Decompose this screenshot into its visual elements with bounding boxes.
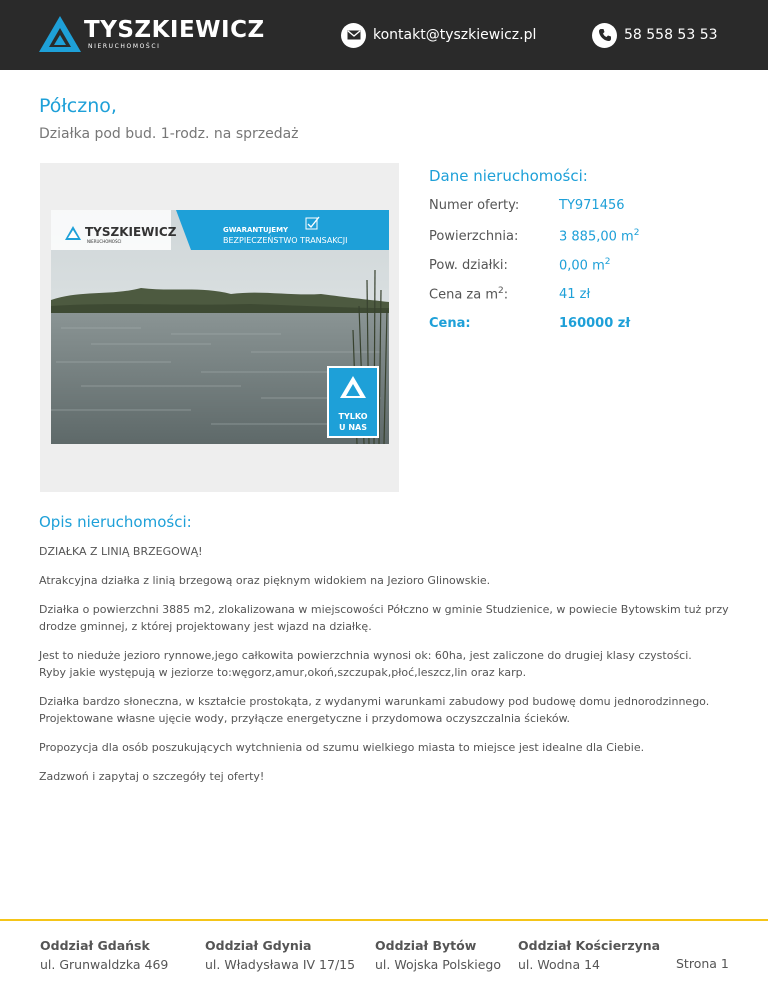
property-photo[interactable] <box>51 210 389 444</box>
description-paragraph: DZIAŁKA Z LINIĄ BRZEGOWĄ! <box>39 545 203 558</box>
description-paragraph: Zadzwoń i zapytaj o szczegóły tej oferty! <box>39 770 265 783</box>
detail-row-plot-area <box>429 257 610 273</box>
office-name: Oddział Gdańsk <box>40 938 150 953</box>
detail-value: 41 zł <box>559 287 591 303</box>
office-address: ul. Władysława IV 17/15 <box>205 957 356 972</box>
details-heading: Dane nieruchomości: <box>429 167 588 185</box>
photo-brand-subtext: NIERUCHOMOŚCI <box>87 239 122 244</box>
phone-icon <box>592 23 617 48</box>
photo-banner-line2: BEZPIECZEŃSTWO TRANSAKCJI <box>223 236 348 245</box>
detail-label: Numer oferty: <box>429 198 520 213</box>
office-gdansk <box>40 938 168 972</box>
office-name: Oddział Bytów <box>375 938 477 953</box>
office-name: Oddział Gdynia <box>205 938 312 953</box>
page-header <box>0 0 768 70</box>
detail-row-offer-number <box>429 198 625 213</box>
page-number: Strona 1 <box>676 956 729 971</box>
detail-label: Cena za $m^2$: <box>429 286 509 303</box>
detail-value: TY971456 <box>559 198 625 213</box>
office-gdynia <box>205 938 355 972</box>
office-address: ul. Wodna 14 <box>518 957 601 972</box>
detail-value: 160000 zł <box>559 316 631 331</box>
email-address[interactable]: kontakt@tyszkiewicz.pl <box>373 27 537 43</box>
office-bytow <box>375 938 501 972</box>
description-paragraph: Działka o powierzchni 3885 m2, zlokalizowana w miejscowości Półczno w gminie Studzienice, w powiecie Bytowskim tuż przy drodze gminnej, z której projektowany jest wjazd na działkę. <box>39 603 729 633</box>
contact-email[interactable] <box>341 22 536 48</box>
envelope-icon <box>341 23 366 48</box>
description-paragraph: Propozycja dla osób poszukujących wytchnienia od szumu wielkiego miasta to miejsce jest idealne dla Ciebie. <box>39 741 645 754</box>
detail-label: Pow. działki: <box>429 258 508 274</box>
office-address: ul. Wojska Polskiego <box>375 957 501 972</box>
logo-wordmark: TYSZKIEWICZ <box>84 17 265 43</box>
contact-phone[interactable] <box>592 22 718 48</box>
description-heading: Opis nieruchomości: <box>39 513 192 531</box>
logo-subtext: NIERUCHOMOŚCI <box>88 43 161 50</box>
listing-subtitle: Działka pod bud. 1-rodz. na sprzedaż <box>39 126 299 142</box>
detail-value: 3 885,00 $m^2$ <box>559 228 640 245</box>
photo-badge-line1: TYLKO <box>338 412 368 421</box>
office-name: Oddział Kościerzyna <box>518 938 661 953</box>
photo-badge-line2: U NAS <box>339 423 367 432</box>
company-logo[interactable] <box>38 15 268 55</box>
description-paragraph: Jest to nieduże jezioro rynnowe,jego całkowita powierzchnia wynosi ok: 60ha, jest zaliczone do drugiej klasy czystości. Ryby jakie występują w jeziorze to:węgorz,amur,okoń,szczupak,płoć,leszcz,lin oraz karp. <box>39 649 692 679</box>
detail-label: Cena: <box>429 316 471 331</box>
detail-row-area <box>429 228 639 244</box>
detail-row-price <box>429 316 630 331</box>
footer-divider <box>0 919 768 921</box>
detail-row-price-per-m2 <box>429 286 590 302</box>
detail-value: 0,00 $m^2$ <box>559 257 611 274</box>
description-paragraph: Działka bardzo słoneczna, w kształcie prostokąta, z wydanymi warunkami zabudowy pod budowę domu jednorodzinnego. Projektowane własne ujęcie wody, przyłącze energetyczne i przydomowa oczyszczalnia ścieków. <box>39 695 710 725</box>
logo-triangle-icon <box>38 15 82 53</box>
description-body <box>39 543 739 797</box>
office-koscierzyna <box>518 938 660 972</box>
description-paragraph: Atrakcyjna działka z linią brzegową oraz pięknym widokiem na Jezioro Glinowskie. <box>39 574 491 587</box>
photo-banner-line1: GWARANTUJEMY <box>223 226 289 234</box>
photo-brand-text: TYSZKIEWICZ <box>85 225 177 239</box>
detail-label: Powierzchnia: <box>429 229 519 245</box>
office-address: ul. Grunwaldzka 469 <box>40 957 169 972</box>
listing-title: Półczno, <box>39 95 117 117</box>
phone-number[interactable]: 58 558 53 53 <box>624 27 718 43</box>
